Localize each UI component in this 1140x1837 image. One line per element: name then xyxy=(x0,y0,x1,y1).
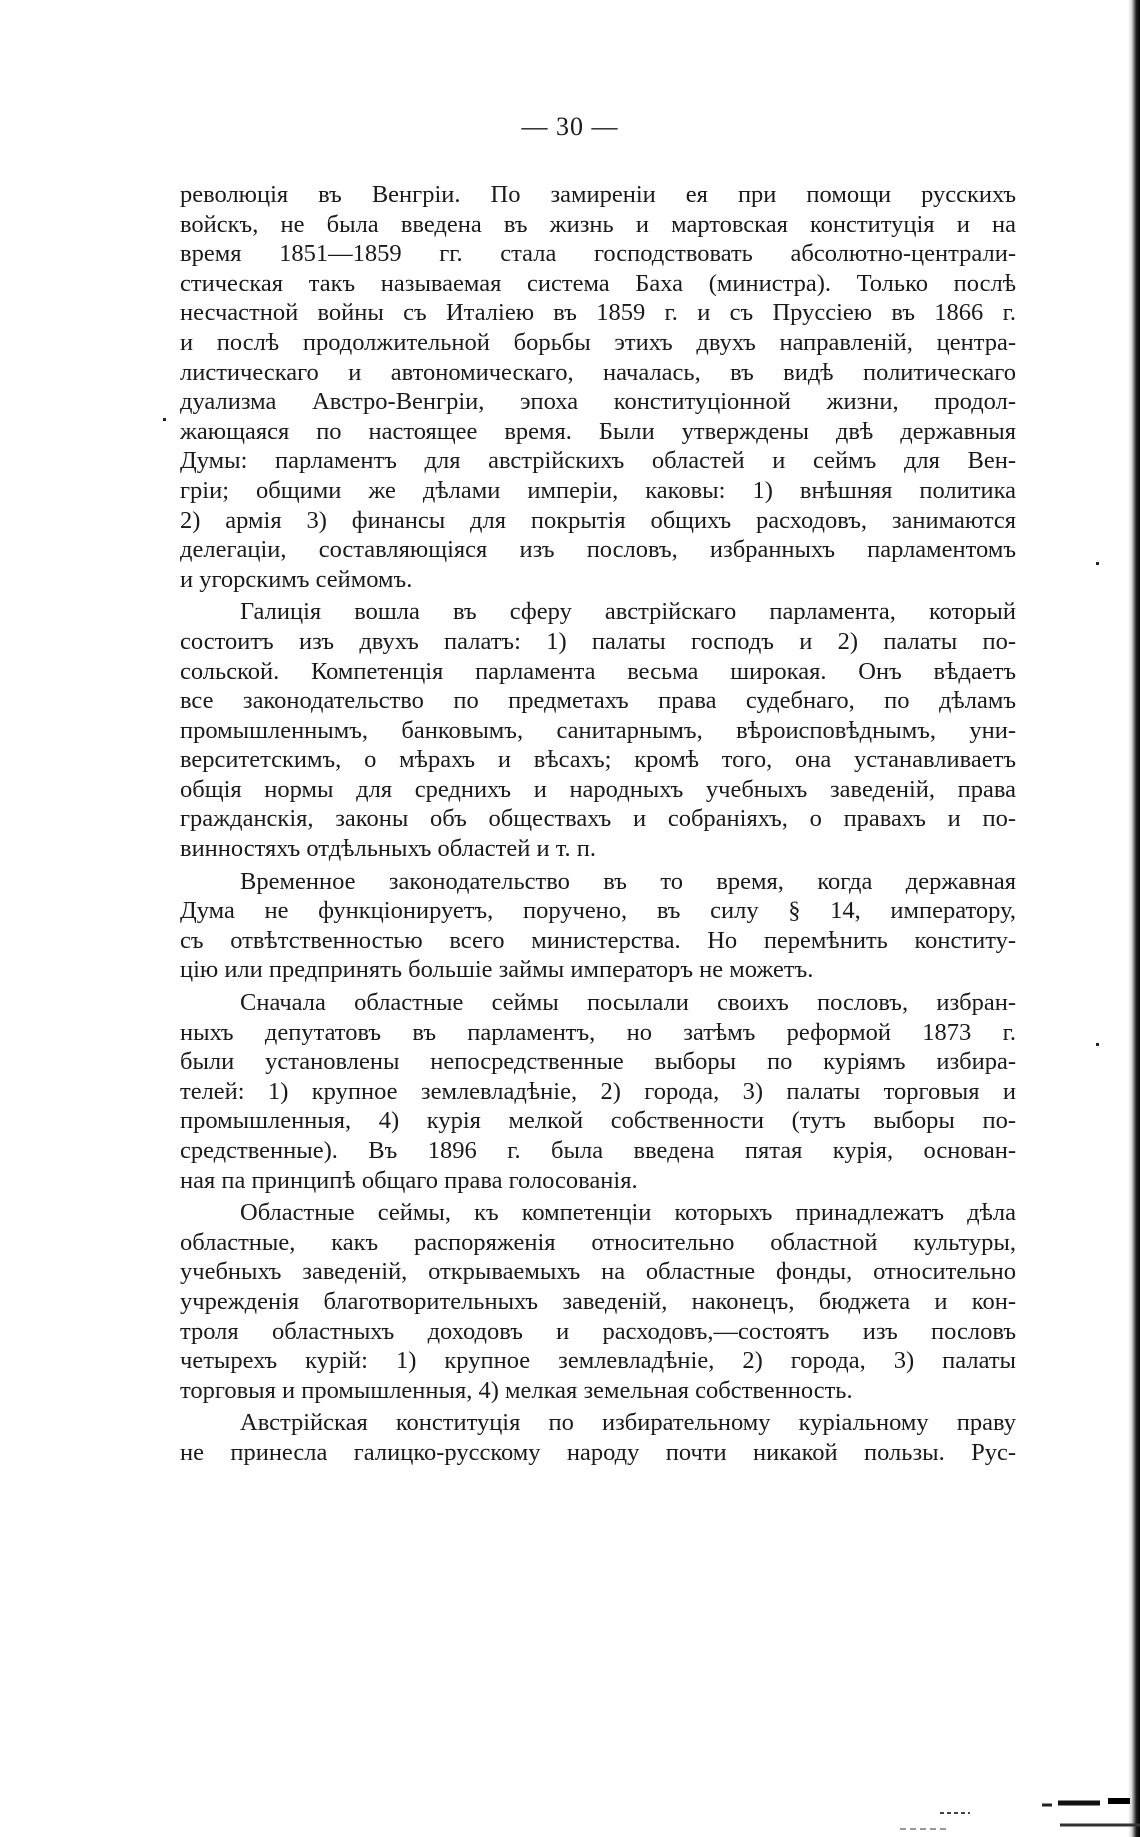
text-line: и угорскимъ сеймомъ. xyxy=(180,565,413,593)
scan-speck xyxy=(1096,1043,1099,1046)
text-line: общія нормы для среднихъ и народныхъ учебныхъ заведеній, права xyxy=(180,775,1016,803)
text-line: гріи; общими же дѣлами имперіи, каковы: 1) внѣшняя политика xyxy=(180,476,1016,504)
text-line: Сначала областные сеймы посылали своихъ пословъ, избран- xyxy=(240,989,1016,1017)
text-line: торговыя и промышленныя, 4) мелкая земельная собственность. xyxy=(180,1376,853,1404)
text-line: цію или предпринять большіе займы императоръ не можетъ. xyxy=(180,956,814,984)
text-line: телей: 1) крупное землевладѣніе, 2) города, 3) палаты торговыя и xyxy=(180,1077,1016,1105)
text-line: революція въ Венгріи. По замиреніи ея при помощи русскихъ xyxy=(180,181,1016,208)
body-text xyxy=(180,180,1016,1471)
paragraph-1 xyxy=(180,180,1016,594)
text-line: ныхъ депутатовъ въ парламентъ, но затѣмъ реформой 1873 г. xyxy=(180,1018,1016,1046)
paragraph-4 xyxy=(180,988,1016,1195)
text-line: несчастной войны съ Италіею въ 1859 г. и съ Пруссіею въ 1866 г. xyxy=(180,299,1016,327)
text-line: Областные сеймы, къ компетенціи которыхъ принадлежатъ дѣла xyxy=(240,1199,1016,1227)
text-line: гражданскія, законы объ обществахъ и собраніяхъ, о правахъ и по- xyxy=(180,805,1016,833)
text-line: ная па принципѣ общаго права голосованія. xyxy=(180,1166,638,1194)
text-line: учебныхъ заведеній, открываемыхъ на областные фонды, относительно xyxy=(180,1258,1016,1286)
text-line: Галиція вошла въ сферу австрійскаго парламента, который xyxy=(240,598,1016,626)
text-line: 2) армія 3) финансы для покрытія общихъ расходовъ, занимаются xyxy=(180,506,1016,534)
paragraph-6 xyxy=(180,1408,1016,1467)
paragraph-2 xyxy=(180,597,1016,863)
text-line: дуализма Австро-Венгріи, эпоха конституціонной жизни, продол- xyxy=(180,388,1016,416)
text-line: время 1851—1859 гг. стала господствовать абсолютно-централи- xyxy=(180,240,1016,268)
scan-speck xyxy=(163,418,166,421)
scan-speck xyxy=(1096,562,1099,565)
text-line: делегаціи, составляющіяся изъ пословъ, избранныхъ парламентомъ xyxy=(180,536,1016,564)
text-line: листическаго и автономическаго, началась, въ видѣ политическаго xyxy=(180,358,1016,386)
text-line: верситетскимъ, о мѣрахъ и вѣсахъ; кромѣ того, она устанавливаетъ xyxy=(180,746,1016,774)
text-line: областные, какъ распоряженія относительно областной культуры, xyxy=(180,1228,1016,1256)
text-line: и послѣ продолжительной борьбы этихъ двухъ направленій, центра- xyxy=(180,328,1016,356)
text-line: средственные). Въ 1896 г. была введена пятая курія, основан- xyxy=(180,1137,1016,1164)
text-line: Дума не функціонируетъ, поручено, въ силу § 14, императору, xyxy=(180,897,1016,925)
text-line: Австрійская конституція по избирательному куріальному праву xyxy=(240,1409,1016,1437)
text-line: троля областныхъ доходовъ и расходовъ,—состоятъ изъ пословъ xyxy=(180,1317,1016,1345)
text-line: учрежденія благотворительныхъ заведеній, наконецъ, бюджета и кон- xyxy=(180,1287,1016,1315)
page-binding-edge xyxy=(1128,0,1140,1837)
text-line: состоитъ изъ двухъ палатъ: 1) палаты господъ и 2) палаты по- xyxy=(180,627,1016,655)
paragraph-5 xyxy=(180,1198,1016,1405)
page-number: — 30 — xyxy=(521,112,619,141)
text-line: не принесла галицко-русскому народу почти никакой пользы. Рус- xyxy=(180,1438,1016,1466)
text-line: съ отвѣтственностью всего министерства. Но перемѣнить конститу- xyxy=(180,926,1016,954)
text-line: четырехъ курій: 1) крупное землевладѣніе, 2) города, 3) палаты xyxy=(180,1347,1016,1375)
text-line: стическая такъ называемая система Баха (министра). Только послѣ xyxy=(180,269,1016,297)
text-line: сольской. Компетенція парламента весьма широкая. Онъ вѣдаетъ xyxy=(180,657,1016,685)
text-line: все законодательство по предметахъ права судебнаго, по дѣламъ xyxy=(180,687,1016,715)
text-line: винностяхъ отдѣльныхъ областей и т. п. xyxy=(180,835,597,863)
text-line: промышленнымъ, банковымъ, санитарнымъ, вѣроисповѣднымъ, уни- xyxy=(180,716,1016,744)
paragraph-3 xyxy=(180,867,1016,985)
scan-smudge-marks xyxy=(700,1795,1140,1835)
text-line: Временное законодательство въ то время, когда державная xyxy=(240,867,1016,895)
text-line: жающаяся по настоящее время. Были утверждены двѣ державныя xyxy=(180,417,1016,445)
text-line: были установлены непосредственные выборы по куріямъ избира- xyxy=(180,1048,1016,1076)
text-line: Думы: парламентъ для австрійскихъ областей и сеймъ для Вен- xyxy=(180,447,1016,475)
text-line: войскъ, не была введена въ жизнь и мартовская конституція и на xyxy=(180,210,1016,238)
text-line: промышленныя, 4) курія мелкой собственности (тутъ выборы по- xyxy=(180,1107,1016,1135)
